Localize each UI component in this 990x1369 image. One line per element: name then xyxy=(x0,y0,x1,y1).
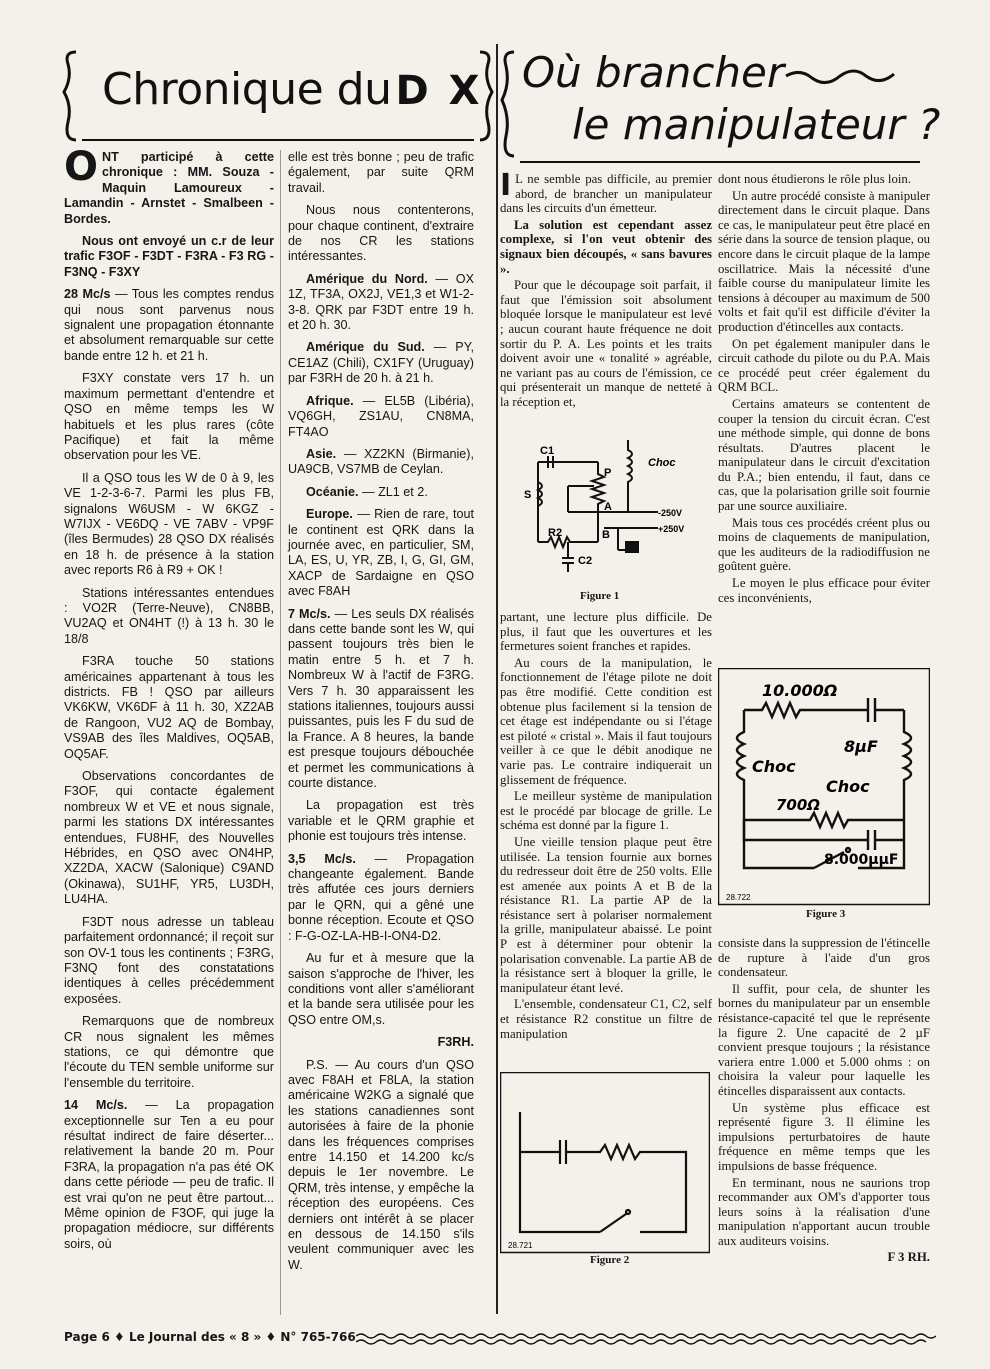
fig3-r1: 10.000Ω xyxy=(762,681,838,700)
figure-1-circuit xyxy=(508,432,712,592)
fig1-label-s: S xyxy=(524,489,532,501)
region-text: — OX 1Z, TF3A, OX2J, VE1,3 et W1-2-3-8. QRK par F3DT entre 19 h. et 20 h. 30. xyxy=(288,271,474,333)
paragraph: Un autre procédé consiste à manipuler directement dans le circuit plaque. Dans ce cas, le manipulateur peut être placé en série dans la source de tension plaque, ou encore dans le circuit plaque de la lampe oscillatrice. Mais la nécessité d'une faible course du manipulateur limite les tensions à découper au maximum de 500 volts et fait qu'il est difficile d'éviter la production d'étincelles aux contacts. xyxy=(718,188,930,334)
band-35-key: 3,5 Mc/s. xyxy=(288,851,356,866)
band-14-text: — La propagation exceptionnelle sur Ten a eu pour résultat indirect de faire déserter... relativement la bande 20 m. Pour F3RA, la propagation n'a pas été OK dans cette période — peu de trafic. Il est vrai qu'on ne peut être partout... Même opinion de F3OF, qui juge la propagation médiocre, sur différents soirs, où xyxy=(64,1098,274,1251)
fig3-r2: 700Ω xyxy=(776,796,821,814)
dropcap-i: I xyxy=(500,168,512,203)
dx-column-1 xyxy=(64,144,274,1259)
footer-wave-ornament xyxy=(356,1332,936,1346)
paragraph: Le moyen le plus efficace pour éviter ces inconvénients, xyxy=(718,576,930,605)
region-paragraph xyxy=(288,485,474,500)
region-paragraph xyxy=(288,272,474,334)
fig2-ref: 28.721 xyxy=(508,1241,533,1250)
paragraph: On pet également manipuler dans le circuit cathode du pilote ou du P.A. Mais ce procédé peut créer également du QRM BCL. xyxy=(718,336,930,395)
paragraph: Il suffit, pour cela, de shunter les bornes du manipulateur par un ensemble résistance-capacité tel que le représente la figure 2. Une capacité de 2 µF convient presque toujours ; la résistance variera entre 1.000 et 5.000 ohms : on choisira la valeur pour laquelle les étincelles disparaissent aux contacts. xyxy=(718,981,930,1098)
paragraph: Observations concordantes de F3OF, qui contacte également nombreux W et VE et nous signale, parmi les stations DX intéressantes entendues, FU8HF, des Nouvelles Hébrides, en QSO avec ON4HP, XZ2DA, XACW (Salonique) C9AND (Okinawa), SU1HF, YR5, LU3DH, LU4HA. xyxy=(64,769,274,907)
title-left-text: Chronique du xyxy=(102,64,392,115)
figure-3-circuit xyxy=(718,668,930,908)
fig1-label-plus250: +250V xyxy=(658,524,685,534)
region-key: Amérique du Nord. xyxy=(306,271,428,286)
manip-column-3-bottom xyxy=(500,610,712,1043)
paragraph: Une vieille tension plaque peut être utilisée. La tension fournie aux bornes du redresseur doit être de 250 volts. Elle est amenée aux points A et B de la résistance R1. La partie AP de la résistance sert à polariser normalement la grille, manipulateur abaissé. Le point P est à déterminer pour obtenir la polarisation convenable. La partie AB de la résistance sert à bloquer la grille, le manipulateur étant levé. xyxy=(500,834,712,995)
paragraph: Remarquons que de nombreux CR nous signalent les mêmes stations, ce qui démontre que l'écoute du TEN semble uniforme sur l'ensemble du territoire. xyxy=(64,1014,274,1090)
band-28-text: — Tous les comptes rendus qui nous sont parvenus nous signalent une propagation étonnante et absolument remarquable sur cette bande entre 12 h. et 21 h. xyxy=(64,287,274,363)
fig3-choc-right: Choc xyxy=(826,777,870,796)
paragraph: F3XY constate vers 17 h. un maximum permettant d'entendre et QSO en même temps les W habituels et les plus rares (côte Pacifique) et fait la même observation pour les VE. xyxy=(64,371,274,463)
paragraph: consiste dans la suppression de l'étincelle de rupture à l'aide d'un gros condensateur. xyxy=(718,936,930,980)
paragraph: Un système plus efficace est représenté figure 3. Il élimine les impulsions perturbatoires de haute fréquence en même temps que les impulsions de basse fréquence. xyxy=(718,1100,930,1173)
band-7-paragraph xyxy=(288,607,474,792)
paragraph: dont nous étudierons le rôle plus loin. xyxy=(718,172,911,186)
fig3-ref: 28.722 xyxy=(726,893,751,902)
intro-paragraph xyxy=(64,144,274,227)
chronique-title xyxy=(102,64,482,115)
paragraph: Il a QSO tous les W de 0 à 9, les VE 1-2-3-6-7. Parmi les plus FB, signalons W6USM - W 6KGZ - W7IJX - VE6DQ - VE 7ABV - VP9F (îles Bermudes) 28 QSO DX réalisés en 18 h. de présence à la station avec reports R6 à R9 + OK ! xyxy=(64,470,274,578)
paragraph xyxy=(500,168,712,216)
paragraph: Mais tous ces procédés créent plus ou moins de claquements de manipulation, que les auditeurs de la radiodiffusion ne goûtent guère. xyxy=(718,515,930,574)
manip-column-3-top xyxy=(500,168,712,412)
region-key: Océanie. xyxy=(306,484,359,499)
band-28-key: 28 Mc/s xyxy=(64,287,111,302)
paragraph: La propagation est très variable et le QRM graphie et phonie est toujours très intense. xyxy=(288,798,474,844)
title-right-line2: le manipulateur ? xyxy=(572,100,941,149)
region-text: — PY, CE1AZ (Chili), CX1FY (Uruguay) par F3RH de 20 h. à 21 h. xyxy=(288,340,474,386)
region-paragraph xyxy=(288,447,474,478)
signature: F3RH. xyxy=(437,1035,474,1050)
column-divider-thin xyxy=(280,150,281,1315)
figure-2-caption: Figure 2 xyxy=(590,1254,630,1266)
p1-text: L ne semble pas difficile, au premier abord, de brancher un manipulateur dans les circuits d'un émetteur. xyxy=(500,172,712,216)
band-7-text: — Les seuls DX réalisés dans cette bande sont les W, qui passent toujours très bien le matin entre 5 h. et 7 h. Nombreux W à l'actif de F3RG. Vers 7 h. 30 apparaissent les stations italiennes, toujours aussi puissantes, puis les F du sud de la France. A 8 heures, la bande est presque toujours débouchée et permet les communications à courte distance. xyxy=(288,606,475,791)
dx-column-2 xyxy=(288,150,474,1280)
fig1-label-r2: R2 xyxy=(548,527,563,539)
footer-text: Page 6 ♦ Le Journal des « 8 » ♦ N° 765-766 xyxy=(64,1330,356,1344)
band-14-key: 14 Mc/s. xyxy=(64,1098,128,1113)
fig3-c1: 8µF xyxy=(844,737,878,756)
paragraph: partant, une lecture plus difficile. De plus, il faut que les ouvertures et les fermetures soient franches et rapides. xyxy=(500,610,712,654)
band-7-key: 7 Mc/s. xyxy=(288,606,331,621)
fig1-label-choc: Choc xyxy=(648,457,676,469)
fig3-choc-left: Choc xyxy=(752,757,796,776)
figure-2 xyxy=(500,1072,710,1268)
paragraph: F3DT nous adresse un tableau parfaitement ordonnancé; il reçoit sur son OV-1 tous les continents ; F3RG, F3NQ font des constatations identiques à celles précédemment exposées. xyxy=(64,914,274,1006)
figure-1 xyxy=(508,432,712,604)
ps-paragraph: P.S. — Au cours d'un QSO avec F8AH et F8LA, la station américaine W2KG a signalé que les stations canadiennes sont autorisées à faire de la phonie dans les fréquences comprises entre 14.150 et 14.200 kc/s depuis le 1er novembre. Le QRM, très intense, y empêche la réception des européens. Ces derniers ont intérêt à se placer en dessous de 14.150 s'ils veulent communiquer avec les W. xyxy=(288,1057,474,1272)
fig1-label-b: B xyxy=(602,529,610,541)
paragraph: elle est très bonne ; peu de trafic également, par suite QRM travail. xyxy=(288,150,474,195)
fig1-label-minus250: -250V xyxy=(658,508,683,518)
fig1-label-c2: C2 xyxy=(578,555,593,567)
manipulateur-title-box xyxy=(500,44,941,164)
manip-column-4-bottom xyxy=(718,936,930,1267)
title-left-bold: D X xyxy=(395,68,483,114)
figure-3-caption: Figure 3 xyxy=(806,908,846,920)
fig1-label-p: P xyxy=(604,467,612,479)
intro-text: NT participé à cette chronique : MM. Souza - Maquin Lamoureux - Lamandin - Arnstet - Smalbeen - Bordes. xyxy=(64,150,274,226)
fig1-label-a: A xyxy=(604,501,612,513)
band-35-paragraph xyxy=(288,852,474,944)
region-text: — Rien de rare, tout le continent est QRK dans la journée avec, en particulier, SM, LA, ES, U, YR, ZB, I, G, GI, GM, XACP de Sardaigne en QSO avec F8AH xyxy=(288,507,474,599)
paragraph: Stations intéressantes entendues : VO2R (Terre-Neuve), CN8BB, VU2AQ et ON4HT (!) à 13 h. 30 le 18/8 xyxy=(64,585,274,646)
band-28-paragraph xyxy=(64,287,274,364)
figure-3 xyxy=(718,668,930,918)
intro2-paragraph: Nous ont envoyé un c.r de leur trafic F3OF - F3DT - F3RA - F3 RG - F3NQ - F3XY xyxy=(64,234,274,279)
paragraph: Au fur et à mesure que la saison s'approche de l'hiver, les conditions vont aller s'améliorant et la bande sera utilisée pour les QSO entre OM,s. xyxy=(288,951,474,1027)
figure-1-caption: Figure 1 xyxy=(580,590,620,602)
paragraph: Le meilleur système de manipulation est le procédé par blocage de grille. Le schéma est donné par la figure 1. xyxy=(500,789,712,833)
dropcap-o: O xyxy=(64,144,99,190)
paragraph: Certains amateurs se contentent de couper la tension du circuit écran. C'est une méthode simple, qui donne de bons résultats. D'autres placent le manipulateur dans le circuit d'excitation du P.A.; bien entendu, il faut, dans ce cas, que la polarisation grille soit fournie par une source auxiliaire. xyxy=(718,396,930,514)
paragraph: L'ensemble, condensateur C1, C2, self et résistance R2 constitue un filtre de manipulation xyxy=(500,997,712,1041)
region-key: Amérique du Sud. xyxy=(306,340,425,355)
page-footer xyxy=(64,1330,944,1350)
title-right-line1: Où brancher xyxy=(522,48,785,97)
region-paragraph xyxy=(288,394,474,440)
band-14-paragraph xyxy=(64,1098,274,1252)
region-key: Asie. xyxy=(306,446,337,461)
region-text: — ZL1 et 2. xyxy=(358,484,428,499)
manip-column-4-top xyxy=(718,172,930,607)
paragraph: Nous nous contenterons, pour chaque continent, d'extraire de nos CR les stations intéressantes. xyxy=(288,203,474,264)
paragraph: Au cours de la manipulation, le fonctionnement de l'étage pilote ne doit pas être modifié. Cette condition est obtenue plus facilement si la tension de cet étage est indépendante ou si l'étage est piloté « cristal ». Mais il faut toujours veiller à ce que le débit anodique ne varie pas. Le contraire indiquerait un glissement de fréquence. xyxy=(500,655,712,787)
figure-2-circuit xyxy=(500,1072,710,1268)
region-key: Afrique. xyxy=(306,393,354,408)
region-text: — XZ2KN (Birmanie), UA9CB, VS7MB de Ceylan. xyxy=(288,446,474,477)
region-key: Europe. xyxy=(306,507,353,522)
paragraph: F3RA touche 50 stations américaines appartenant à tous les districts. FB ! QSO par ailleurs VK6KW, VK6DF à 11 h. 30, XZ2AB de Rangoon, VU2 AQ de Bombay, VS9AB des îles Maldives, OQ5AB, OQ5AF. xyxy=(64,654,274,761)
signature: F 3 RH. xyxy=(887,1250,930,1265)
paragraph: Pour que le découpage soit parfait, il faut que l'émission soit absolument bloquée lorsque le manipulateur est levé ; aucun courant haute fréquence ne doit sortir du P. A. Les points et les traits doivent avoir une « tonalité » agréable, ne variant pas au cours de l'émission, ce qui présenterait un manque de netteté à la réception et, xyxy=(500,278,712,409)
fig3-c2: 8.000µµF xyxy=(824,852,899,868)
paragraph: La solution est cependant assez complexe, si l'on veut obtenir des signaux bien découpés, « sans bavures ». xyxy=(500,217,712,276)
band-35-text: — Propagation changeante également. Bande très affutée ces jours derniers par le QRN, qui a gêné une bonne réception. Ecoute et QSO : F-G-OZ-LA-HB-I-ON4-D2. xyxy=(288,851,474,943)
region-paragraph xyxy=(288,340,474,386)
region-paragraph xyxy=(288,507,474,599)
chronique-title-box xyxy=(62,44,494,148)
region-text: — EL5B (Libéria), VQ6GH, ZS1AU, CN8MA, FT4AO xyxy=(288,393,474,439)
column-divider xyxy=(496,44,498,1314)
fig1-label-c1: C1 xyxy=(540,445,555,457)
paragraph: En terminant, nous ne saurions trop recommander aux OM's d'apporter tous leurs soins à la réalisation d'une manipulation n'apportant aucun trouble aux auditeurs voisins. xyxy=(718,1175,930,1248)
